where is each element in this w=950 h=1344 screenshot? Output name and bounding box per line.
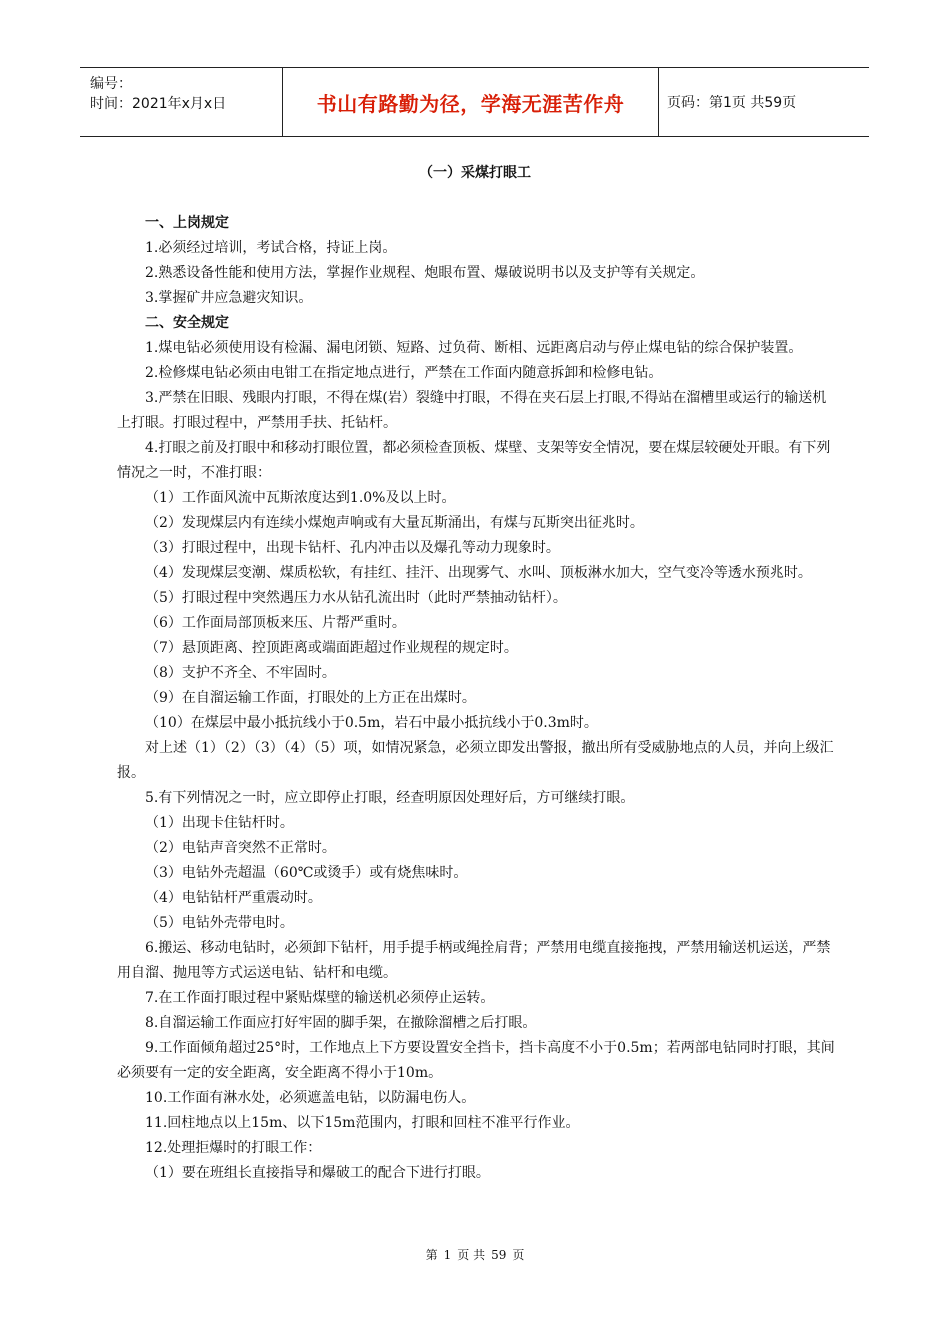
number-label: 编号： xyxy=(90,76,132,92)
body-paragraph: （9）在自溜运输工作面，打眼处的上方正在出煤时。 xyxy=(145,690,476,706)
body-paragraph: （5）打眼过程中突然遇压力水从钻孔流出时（此时严禁抽动钻杆）。 xyxy=(145,590,567,606)
body-paragraph: （1）要在班组长直接指导和爆破工的配合下进行打眼。 xyxy=(145,1165,490,1181)
header-table xyxy=(80,67,869,137)
body-paragraph: （3）电钻外壳超温（60℃或烫手）或有烧焦味时。 xyxy=(145,865,468,881)
body-paragraph: 2.熟悉设备性能和使用方法，掌握作业规程、炮眼布置、爆破说明书以及支护等有关规定。 xyxy=(145,265,705,281)
footer-middle: 页 共 xyxy=(457,1248,486,1262)
footer-page-number: 1 xyxy=(443,1248,452,1262)
body-paragraph: 7.在工作面打眼过程中紧贴煤壁的输送机必须停止运转。 xyxy=(145,990,495,1006)
body-paragraph: 5.有下列情况之一时，应立即停止打眼，经查明原因处理好后，方可继续打眼。 xyxy=(145,790,635,806)
page-footer xyxy=(0,1246,950,1263)
header-motto: 书山有路勤为径，学海无涯苦作舟 xyxy=(282,68,659,136)
body-paragraph: （10）在煤层中最小抵抗线小于0.5m，岩石中最小抵抗线小于0.3m时。 xyxy=(145,715,598,731)
body-paragraph: （5）电钻外壳带电时。 xyxy=(145,915,294,931)
body-paragraph: （7）悬顶距离、控顶距离或端面距超过作业规程的规定时。 xyxy=(145,640,518,656)
body-paragraph: （6）工作面局部顶板来压、片帮严重时。 xyxy=(145,615,406,631)
body-paragraph: 3.掌握矿井应急避灾知识。 xyxy=(145,290,313,306)
footer-suffix: 页 xyxy=(512,1248,525,1262)
section-heading: 二、安全规定 xyxy=(145,315,229,331)
body-paragraph: （4）发现煤层变潮、煤质松软，有挂红、挂汗、出现雾气、水叫、顶板淋水加大，空气变冷等透水预兆时。 xyxy=(145,565,812,581)
body-paragraph: （2）电钻声音突然不正常时。 xyxy=(145,840,336,856)
body-paragraph: 对上述（1）（2）（3）（4）（5）项，如情况紧急，必须立即发出警报，撤出所有受威胁地点的人员，并向上级汇报。 xyxy=(117,740,834,781)
body-paragraph: 9.工作面倾角超过25°时，工作地点上下方要设置安全挡卡，挡卡高度不小于0.5m；若两部电钻同时打眼，其间必须要有一定的安全距离，安全距离不得小于10m。 xyxy=(117,1040,835,1081)
body-paragraph: 1.煤电钻必须使用设有检漏、漏电闭锁、短路、过负荷、断相、远距离启动与停止煤电钻的综合保护装置。 xyxy=(145,340,803,356)
body-paragraph: （3）打眼过程中，出现卡钻杆、孔内冲击以及爆孔等动力现象时。 xyxy=(145,540,560,556)
body-paragraph: （4）电钻钻杆严重震动时。 xyxy=(145,890,322,906)
footer-prefix: 第 xyxy=(425,1248,438,1262)
header-meta xyxy=(80,68,282,136)
body-paragraph: 4.打眼之前及打眼中和移动打眼位置，都必须检查顶板、煤壁、支架等安全情况，要在煤层较硬处开眼。有下列情况之一时，不准打眼： xyxy=(117,440,831,481)
document-body xyxy=(117,211,840,1186)
body-paragraph: 8.自溜运输工作面应打好牢固的脚手架，在撤除溜槽之后打眼。 xyxy=(145,1015,537,1031)
header-page-info: 页码：第1页 共59页 xyxy=(667,95,797,111)
document-title: （一）采煤打眼工 xyxy=(419,165,531,181)
body-paragraph: 10.工作面有淋水处，必须遮盖电钻，以防漏电伤人。 xyxy=(145,1090,476,1106)
time-label: 时间：2021年x月x日 xyxy=(90,96,227,112)
body-paragraph: 1.必须经过培训，考试合格，持证上岗。 xyxy=(145,240,397,256)
body-paragraph: 6.搬运、移动电钻时，必须卸下钻杆，用手提手柄或绳拴肩背；严禁用电缆直接拖拽，严禁用输送机运送，严禁用自溜、抛甩等方式运送电钻、钻杆和电缆。 xyxy=(117,940,831,981)
footer-total-pages: 59 xyxy=(491,1248,507,1262)
section-heading: 一、上岗规定 xyxy=(145,215,229,231)
body-paragraph: （8）支护不齐全、不牢固时。 xyxy=(145,665,336,681)
body-paragraph: （1）出现卡住钻杆时。 xyxy=(145,815,294,831)
body-paragraph: 11.回柱地点以上15m、以下15m范围内，打眼和回柱不准平行作业。 xyxy=(145,1115,580,1131)
body-paragraph: （2）发现煤层内有连续小煤炮声响或有大量瓦斯涌出，有煤与瓦斯突出征兆时。 xyxy=(145,515,644,531)
body-paragraph: 2.检修煤电钻必须由电钳工在指定地点进行，严禁在工作面内随意拆卸和检修电钻。 xyxy=(145,365,663,381)
body-paragraph: （1）工作面风流中瓦斯浓度达到1.0%及以上时。 xyxy=(145,490,456,506)
body-paragraph: 12.处理拒爆时的打眼工作： xyxy=(145,1140,322,1156)
body-paragraph: 3.严禁在旧眼、残眼内打眼，不得在煤(岩）裂缝中打眼，不得在夹石层上打眼,不得站在溜槽里或运行的输送机上打眼。打眼过程中，严禁用手扶、托钻杆。 xyxy=(117,390,827,431)
